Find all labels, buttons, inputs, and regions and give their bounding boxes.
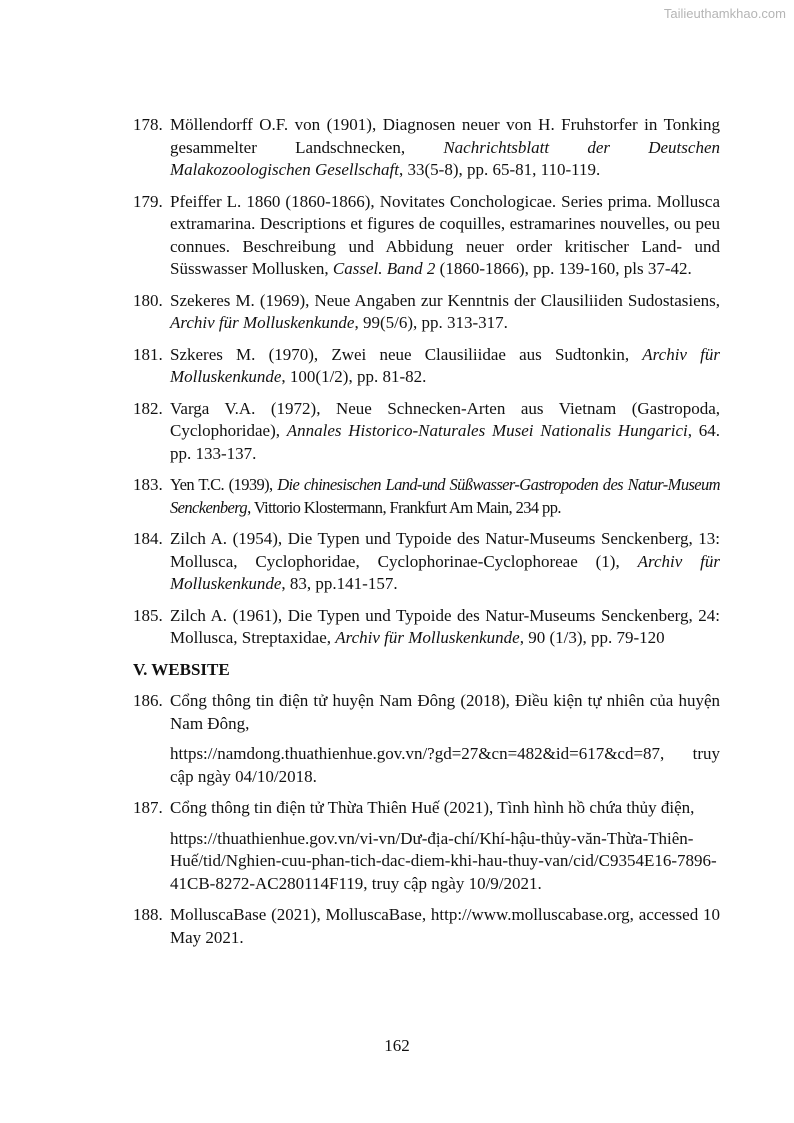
reference-segment: MolluscaBase (2021), MolluscaBase, http://www.molluscabase.org, accessed 10 May 2021.	[170, 905, 720, 947]
reference-italic-segment: Archiv für Molluskenkunde	[335, 628, 520, 647]
reference-segment: Pfeiffer L. 1860 (1860-1866), Novitates Conchologicae. Series prima. Mollusca extramarina. Descriptions et figures de coquilles, estramarines nouvelles, ou peu connues. Beschreibung und Abbidung neuer order kritischer Land- und Süsswasser Mollusken,	[170, 191, 720, 278]
reference-item	[133, 528, 720, 596]
reference-paragraph	[170, 528, 720, 596]
reference-number: 181.	[133, 344, 163, 364]
reference-text	[170, 528, 720, 596]
reference-item	[133, 474, 720, 519]
reference-segment: , 64. pp. 133-137.	[170, 421, 720, 463]
reference-list	[133, 114, 720, 958]
reference-paragraph	[170, 797, 720, 820]
reference-italic-segment: Annales Historico-Naturales Musei Nationalis Hungarici	[286, 421, 688, 440]
reference-item	[133, 114, 720, 182]
reference-text	[170, 797, 720, 895]
reference-item	[133, 290, 720, 335]
reference-paragraph	[170, 605, 720, 650]
reference-paragraph	[170, 828, 720, 896]
reference-item	[133, 398, 720, 466]
reference-italic-segment: Die chinesischen Land-und Süßwasser-Gastropoden des Natur-Museum Senckenberg	[170, 475, 720, 517]
reference-text	[170, 690, 720, 788]
reference-number: 185.	[133, 605, 163, 625]
reference-paragraph	[170, 743, 720, 788]
reference-number: 183.	[133, 475, 163, 494]
reference-item	[133, 191, 720, 281]
reference-italic-segment: Archiv für Molluskenkunde	[170, 344, 720, 386]
reference-paragraph	[170, 690, 720, 735]
reference-paragraph	[170, 398, 720, 466]
reference-italic-segment: Archiv für Molluskenkunde	[170, 313, 355, 332]
reference-segment: Cổng thông tin điện tử Thừa Thiên Huế (2021), Tình hình hồ chứa thủy điện,	[170, 798, 695, 817]
reference-item	[133, 904, 720, 949]
reference-number: 180.	[133, 290, 163, 310]
reference-paragraph	[170, 474, 720, 519]
reference-segment: , 83, pp.141-157.	[281, 574, 398, 593]
reference-segment: , 100(1/2), pp. 81-82.	[281, 367, 427, 386]
reference-segment: Szekeres M. (1969), Neue Angaben zur Kenntnis der Clausiliiden Sudostasiens,	[170, 290, 720, 310]
reference-text	[170, 290, 720, 335]
watermark: Tailieuthamkhao.com	[663, 6, 786, 21]
reference-segment: https://thuathienhue.gov.vn/vi-vn/Dư-địa-chí/Khí-hậu-thủy-văn-Thừa-Thiên-Huế/tid/Nghien-cuu-phan-tich-dac-diem-khi-hau-thuy-van/cid/C9354E16-7896-41CB-8272-AC280114F119, truy cập ngày 10/9/2021.	[170, 828, 717, 893]
reference-italic-segment: Cassel. Band 2	[332, 259, 436, 278]
reference-text	[170, 904, 720, 949]
reference-paragraph	[170, 904, 720, 949]
reference-italic-segment: Nachrichtsblatt der Deutschen Malakozoologischen Gesellschaft	[170, 137, 720, 179]
reference-paragraph	[170, 114, 720, 182]
reference-paragraph	[170, 344, 720, 389]
reference-segment: Möllendorff O.F. von (1901), Diagnosen neuer von H. Fruhstorfer in Tonking gesammelter Landschnecken,	[170, 115, 720, 157]
reference-segment: , Vittorio Klostermann, Frankfurt Am Main, 234 pp.	[247, 497, 561, 517]
reference-text	[170, 474, 720, 519]
reference-segment: , 33(5-8), pp. 65-81, 110-119.	[399, 160, 601, 179]
reference-item	[133, 605, 720, 650]
reference-number: 188.	[133, 905, 163, 924]
reference-segment: https://namdong.thuathienhue.gov.vn/?gd=27&cn=482&id=617&cd=87, truy cập ngày 04/10/2018.	[170, 744, 720, 786]
reference-number: 178.	[133, 115, 163, 134]
references-main	[133, 114, 720, 650]
reference-number: 184.	[133, 529, 163, 548]
reference-item	[133, 690, 720, 788]
reference-text	[170, 191, 720, 281]
reference-segment: Szkeres M. (1970), Zwei neue Clausiliidae aus Sudtonkin,	[170, 344, 643, 364]
reference-text	[170, 114, 720, 182]
reference-italic-segment: Archiv für Molluskenkunde	[170, 551, 720, 593]
reference-number: 179.	[133, 191, 163, 211]
reference-paragraph	[170, 290, 720, 335]
reference-item	[133, 344, 720, 389]
reference-segment: Zilch A. (1961), Die Typen und Typoide des Natur-Museums Senckenberg, 24: Mollusca, Streptaxidae,	[170, 605, 720, 647]
reference-number: 186.	[133, 691, 163, 710]
reference-number: 182.	[133, 398, 163, 418]
section-heading: V. WEBSITE	[133, 659, 230, 679]
reference-text	[170, 605, 720, 650]
reference-paragraph	[170, 191, 720, 281]
reference-number: 187.	[133, 798, 163, 817]
references-website	[133, 690, 720, 949]
reference-segment: Varga V.A. (1972), Neue Schnecken-Arten aus Vietnam (Gastropoda, Cyclophoridae),	[170, 398, 720, 440]
reference-segment: Cổng thông tin điện tử huyện Nam Đông (2018), Điều kiện tự nhiên của huyện Nam Đông,	[170, 691, 720, 733]
reference-segment: Yen T.C. (1939),	[170, 475, 278, 494]
reference-segment: (1860-1866), pp. 139-160, pls 37-42.	[435, 259, 692, 278]
reference-segment: Zilch A. (1954), Die Typen und Typoide des Natur-Museums Senckenberg, 13: Mollusca, Cyclophoridae, Cyclophorinae-Cyclophoreae (1),	[170, 529, 720, 571]
page-number: 162	[384, 1036, 410, 1055]
reference-segment: , 99(5/6), pp. 313-317.	[354, 313, 508, 332]
reference-text	[170, 398, 720, 466]
reference-segment: , 90 (1/3), pp. 79-120	[519, 628, 665, 647]
reference-item	[133, 797, 720, 895]
reference-text	[170, 344, 720, 389]
